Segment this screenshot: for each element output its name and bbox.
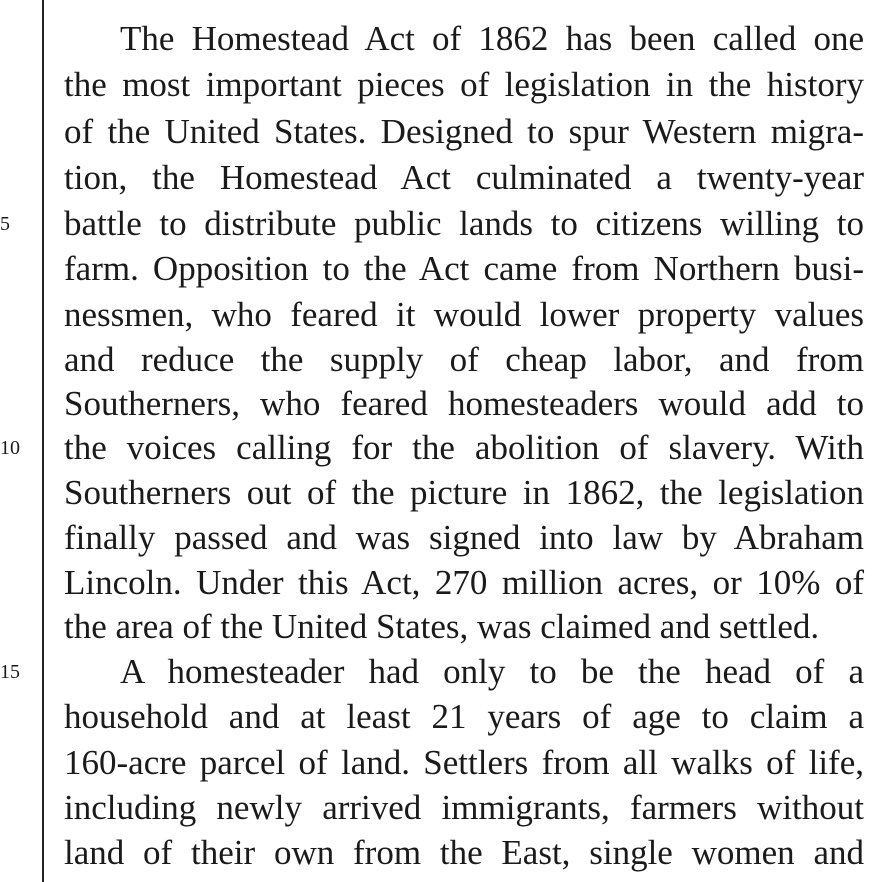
passage-line: The Homestead Act of 1862 has been called one bbox=[120, 19, 864, 58]
passage-line: Lincoln. Under this Act, 270 million acres, or 10% of bbox=[64, 563, 864, 602]
passage-line: the voices calling for the abolition of slavery. With bbox=[64, 428, 864, 467]
passage-line: the area of the United States, was claimed and settled. bbox=[64, 607, 820, 646]
passage-line: and reduce the supply of cheap labor, and from bbox=[64, 340, 864, 379]
passage-line: land of their own from the East, single women and bbox=[64, 833, 864, 872]
passage-line: including newly arrived immigrants, farmers without bbox=[64, 788, 864, 827]
passage-line: 160-acre parcel of land. Settlers from all walks of life, bbox=[64, 743, 864, 782]
passage-line: Southerners, who feared homesteaders would add to bbox=[64, 384, 864, 423]
passage-line: A homesteader had only to be the head of a bbox=[120, 652, 864, 691]
line-number-5: 5 bbox=[0, 213, 10, 235]
passage-line: Southerners out of the picture in 1862, the legislation bbox=[64, 473, 864, 512]
line-number-15: 15 bbox=[0, 661, 20, 683]
passage-line: farm. Opposition to the Act came from Northern busi- bbox=[64, 249, 864, 288]
line-number-10: 10 bbox=[0, 437, 20, 459]
passage-line: nessmen, who feared it would lower property values bbox=[64, 295, 864, 334]
passage-line: tion, the Homestead Act culminated a twenty-year bbox=[64, 158, 864, 197]
passage-line: of the United States. Designed to spur Western migra- bbox=[64, 112, 864, 151]
passage-line: finally passed and was signed into law by Abraham bbox=[64, 518, 864, 557]
passage-line: the most important pieces of legislation in the history bbox=[64, 65, 864, 104]
margin-rule bbox=[42, 0, 44, 882]
passage-line: battle to distribute public lands to citizens willing to bbox=[64, 204, 864, 243]
passage-line: household and at least 21 years of age to claim a bbox=[64, 697, 864, 736]
